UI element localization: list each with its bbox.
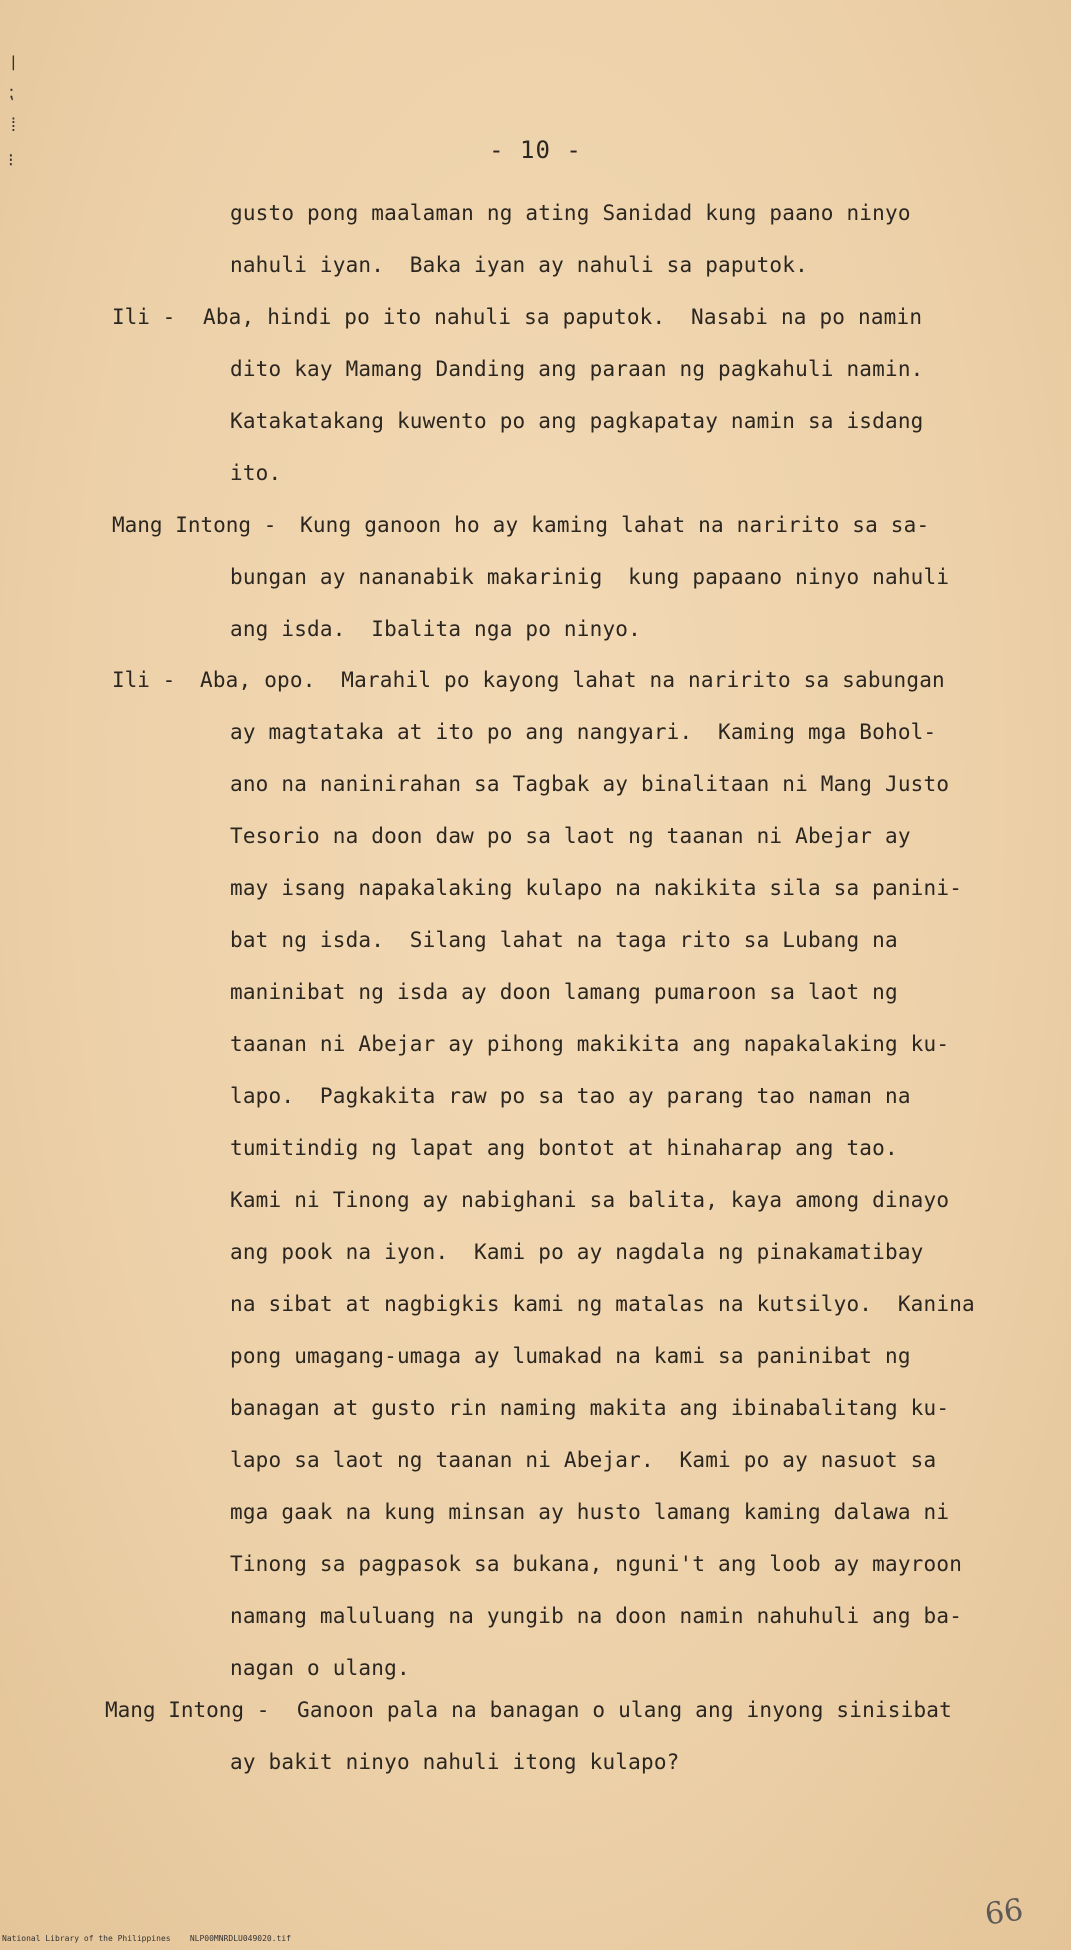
dialogue-line: may isang napakalaking kulapo na nakikita sila sa panini-	[230, 876, 963, 900]
handwritten-note: 66	[982, 1892, 1026, 1933]
dialogue-line: bat ng isda. Silang lahat na taga rito sa Lubang na	[230, 928, 898, 952]
dialogue-line: Tesorio na doon daw po sa laot ng taanan ni Abejar ay	[230, 824, 911, 848]
dialogue-line: lapo sa laot ng taanan ni Abejar. Kami po ay nasuot sa	[230, 1448, 937, 1472]
dialogue-line: Ganoon pala na banagan o ulang ang inyong sinisibat	[297, 1698, 952, 1722]
dialogue-line: gusto pong maalaman ng ating Sanidad kung paano ninyo	[230, 201, 911, 225]
dialogue-line: Tinong sa pagpasok sa bukana, nguni't ang loob ay mayroon	[230, 1552, 963, 1576]
margin-mark: ⁝	[8, 150, 14, 171]
dialogue-line: ay bakit ninyo nahuli itong kulapo?	[230, 1750, 680, 1774]
dialogue-line: tumitindig ng lapat ang bontot at hinaharap ang tao.	[230, 1136, 898, 1160]
dialogue-line: taanan ni Abejar ay pihong makikita ang napakalaking ku-	[230, 1032, 950, 1056]
margin-mark: ⁏	[8, 82, 15, 103]
dialogue-line: dito kay Mamang Danding ang paraan ng pagkahuli namin.	[230, 357, 924, 381]
dialogue-line: na sibat at nagbigkis kami ng matalas na kutsilyo. Kanina	[230, 1292, 975, 1316]
dialogue-line: ito.	[230, 461, 282, 485]
dialogue-line: banagan at gusto rin naming makita ang ibinabalitang ku-	[230, 1396, 950, 1420]
margin-mark: ⁞	[8, 115, 19, 136]
dialogue-line: maninibat ng isda ay doon lamang pumaroon sa laot ng	[230, 980, 898, 1004]
dialogue-line: mga gaak na kung minsan ay husto lamang kaming dalawa ni	[230, 1500, 950, 1524]
margin-mark: ❘	[8, 52, 19, 73]
dialogue-line: nahuli iyan. Baka iyan ay nahuli sa paputok.	[230, 253, 808, 277]
dialogue-line: ang pook na iyon. Kami po ay nagdala ng pinakamatibay	[230, 1240, 924, 1264]
dialogue-line: Kung ganoon ho ay kaming lahat na naririto sa sa-	[300, 513, 930, 537]
speaker-label: Mang Intong -	[112, 513, 277, 537]
speaker-label: Mang Intong -	[105, 1698, 270, 1722]
dialogue-line: ay magtataka at ito po ang nangyari. Kaming mga Bohol-	[230, 720, 937, 744]
dialogue-line: Aba, opo. Marahil po kayong lahat na naririto sa sabungan	[200, 668, 945, 692]
dialogue-line: Aba, hindi po ito nahuli sa paputok. Nasabi na po namin	[203, 305, 923, 329]
speaker-label: Ili -	[112, 668, 176, 692]
dialogue-line: Katakatakang kuwento po ang pagkapatay namin sa isdang	[230, 409, 924, 433]
scan-footer: National Library of the Philippines NLP00MNRDLU049020.tif	[2, 1934, 291, 1943]
dialogue-line: pong umagang-umaga ay lumakad na kami sa paninibat ng	[230, 1344, 911, 1368]
dialogue-line: nagan o ulang.	[230, 1656, 410, 1680]
page-number: - 10 -	[489, 136, 582, 164]
dialogue-line: namang maluluang na yungib na doon namin nahuhuli ang ba-	[230, 1604, 963, 1628]
speaker-label: Ili -	[112, 305, 176, 329]
dialogue-line: bungan ay nananabik makarinig kung papaano ninyo nahuli	[230, 565, 950, 589]
dialogue-line: ang isda. Ibalita nga po ninyo.	[230, 617, 641, 641]
dialogue-line: lapo. Pagkakita raw po sa tao ay parang tao naman na	[230, 1084, 911, 1108]
dialogue-line: ano na naninirahan sa Tagbak ay binalitaan ni Mang Justo	[230, 772, 950, 796]
dialogue-line: Kami ni Tinong ay nabighani sa balita, kaya among dinayo	[230, 1188, 950, 1212]
